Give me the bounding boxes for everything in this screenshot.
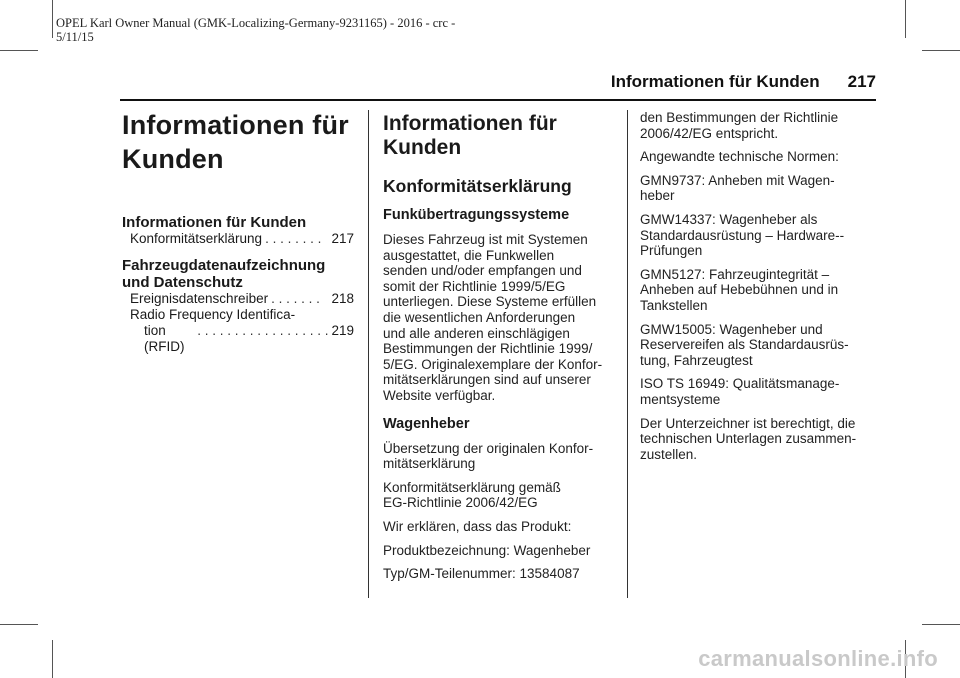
running-title: Informationen für Kunden bbox=[610, 72, 820, 91]
toc-entry-page: 217 bbox=[331, 231, 354, 246]
toc-entry[interactable] bbox=[144, 323, 354, 355]
page-number: 217 bbox=[847, 72, 876, 91]
norm-paragraph bbox=[640, 267, 876, 314]
norm-paragraph bbox=[640, 376, 876, 407]
toc-column bbox=[122, 106, 354, 355]
text-line: Website verfügbar. bbox=[383, 387, 496, 403]
text-line: 2006/42/EG entspricht. bbox=[640, 125, 779, 141]
text-line: den Bestimmungen der Richtlinie bbox=[640, 110, 839, 125]
metadata-date: 5/11/15 bbox=[56, 30, 94, 44]
funk-paragraph bbox=[383, 232, 619, 404]
crop-mark bbox=[905, 0, 906, 38]
crop-mark bbox=[52, 0, 53, 38]
text-line: Dieses Fahrzeug ist mit Systemen bbox=[383, 232, 588, 247]
wagenheber-paragraph: Typ/GM-Teilenummer: 13584087 bbox=[383, 566, 580, 582]
text-line: EG-Richtlinie 2006/42/EG bbox=[383, 495, 538, 511]
norm-paragraph: Angewandte technische Normen: bbox=[640, 149, 839, 165]
text-line: Prüfungen bbox=[640, 243, 703, 259]
text-line: senden und/oder empfangen und bbox=[383, 263, 582, 279]
chapter-title bbox=[122, 108, 354, 176]
chapter-title-line: Kunden bbox=[122, 144, 224, 174]
text-line: 5/EG. Originalexemplare der Konfor- bbox=[383, 356, 603, 372]
text-line: die wesentlichen Anforderungen bbox=[383, 309, 576, 325]
text-line: unterliegen. Diese Systeme erfüllen bbox=[383, 294, 597, 310]
text-line: mitätserklärung bbox=[383, 456, 476, 472]
crop-mark bbox=[0, 50, 38, 51]
text-line: technischen Unterlagen zusammen- bbox=[640, 431, 857, 447]
text-line: GMN9737: Anheben mit Wagen- bbox=[640, 172, 835, 188]
print-metadata bbox=[56, 16, 496, 44]
text-line: Konformitätserklärung gemäß bbox=[383, 479, 561, 495]
toc-section-heading[interactable]: Informationen für Kunden bbox=[122, 214, 307, 231]
norm-paragraph bbox=[640, 173, 876, 204]
content-column-2 bbox=[383, 112, 619, 582]
text-line: Reservereifen als Standardausrüs- bbox=[640, 337, 849, 353]
running-header bbox=[611, 72, 876, 92]
section-title bbox=[383, 112, 619, 160]
toc-entry-page: 219 bbox=[331, 323, 354, 338]
text-line: mitätserklärungen sind auf unserer bbox=[383, 372, 591, 388]
toc-leader-dots: . . . . . . . . bbox=[265, 231, 322, 246]
norm-paragraph bbox=[640, 212, 876, 259]
text-line: GMW14337: Wagenheber als bbox=[640, 211, 818, 227]
text-line: GMW15005: Wagenheber und bbox=[640, 321, 823, 337]
text-line: Tankstellen bbox=[640, 297, 708, 313]
text-line: Standardausrüstung – Hardware-- bbox=[640, 227, 845, 243]
norm-paragraph bbox=[640, 110, 876, 141]
toc-section-heading[interactable] bbox=[122, 257, 354, 291]
toc-leader-dots: . . . . . . . . . . . . . . . . . . bbox=[197, 323, 329, 338]
text-line: Übersetzung der originalen Konfor- bbox=[383, 440, 594, 456]
toc-entry[interactable] bbox=[130, 291, 354, 307]
text-line: und alle anderen einschlägigen bbox=[383, 325, 570, 341]
toc-entry-page: 218 bbox=[331, 291, 354, 306]
chapter-title-line: Informationen für bbox=[122, 110, 349, 140]
norm-paragraph bbox=[640, 416, 876, 463]
toc-heading-line: Fahrzeugdatenaufzeichnung bbox=[122, 257, 326, 274]
crop-mark bbox=[0, 624, 38, 625]
toc-entry-label: tion (RFID) bbox=[144, 323, 185, 354]
text-line: zustellen. bbox=[640, 446, 698, 462]
text-line: ausgestattet, die Funkwellen bbox=[383, 247, 555, 263]
crop-mark bbox=[922, 50, 960, 51]
wagenheber-paragraph bbox=[383, 480, 619, 511]
toc-entry-label-line[interactable]: Radio Frequency Identifica- bbox=[130, 307, 296, 322]
wagenheber-paragraph bbox=[383, 441, 619, 472]
metadata-line: OPEL Karl Owner Manual (GMK-Localizing-Germany-9231165) - 2016 - crc - bbox=[56, 16, 456, 30]
norm-paragraph bbox=[640, 322, 876, 369]
wagenheber-paragraph: Produktbezeichnung: Wagenheber bbox=[383, 542, 591, 558]
text-line: GMN5127: Fahrzeugintegrität – bbox=[640, 266, 830, 282]
wagenheber-heading: Wagenheber bbox=[383, 415, 470, 432]
text-line: tung, Fahrzeugtest bbox=[640, 352, 753, 368]
text-line: heber bbox=[640, 188, 675, 204]
crop-mark bbox=[52, 640, 53, 678]
column-divider bbox=[368, 110, 369, 598]
toc-entry[interactable] bbox=[130, 231, 354, 247]
funk-heading: Funkübertragungssysteme bbox=[383, 207, 570, 223]
toc-entry-label: Ereignisdatenschreiber bbox=[130, 291, 269, 306]
column-divider bbox=[627, 110, 628, 598]
toc-heading-line: und Datenschutz bbox=[122, 274, 243, 291]
text-line: Der Unterzeichner ist berechtigt, die bbox=[640, 415, 856, 431]
site-watermark: carmanualsonline.info bbox=[698, 646, 938, 671]
header-rule bbox=[120, 99, 876, 101]
wagenheber-paragraph: Wir erklären, dass das Produkt: bbox=[383, 518, 572, 534]
crop-mark bbox=[922, 624, 960, 625]
text-line: somit der Richtlinie 1999/5/EG bbox=[383, 278, 566, 294]
section-title-line: Informationen für bbox=[383, 112, 557, 135]
content-column-3 bbox=[640, 110, 876, 462]
section-title-line: Kunden bbox=[383, 136, 462, 159]
toc-leader-dots: . . . . . . . bbox=[271, 291, 320, 306]
text-line: Bestimmungen der Richtlinie 1999/ bbox=[383, 341, 593, 357]
toc-entry-label: Konformitätserklärung bbox=[130, 231, 263, 246]
text-line: Anheben auf Hebebühnen und in bbox=[640, 282, 839, 298]
text-line: mentsysteme bbox=[640, 391, 721, 407]
text-line: ISO TS 16949: Qualitätsmanage- bbox=[640, 376, 840, 392]
konformitaet-heading: Konformitätserklärung bbox=[383, 176, 572, 196]
